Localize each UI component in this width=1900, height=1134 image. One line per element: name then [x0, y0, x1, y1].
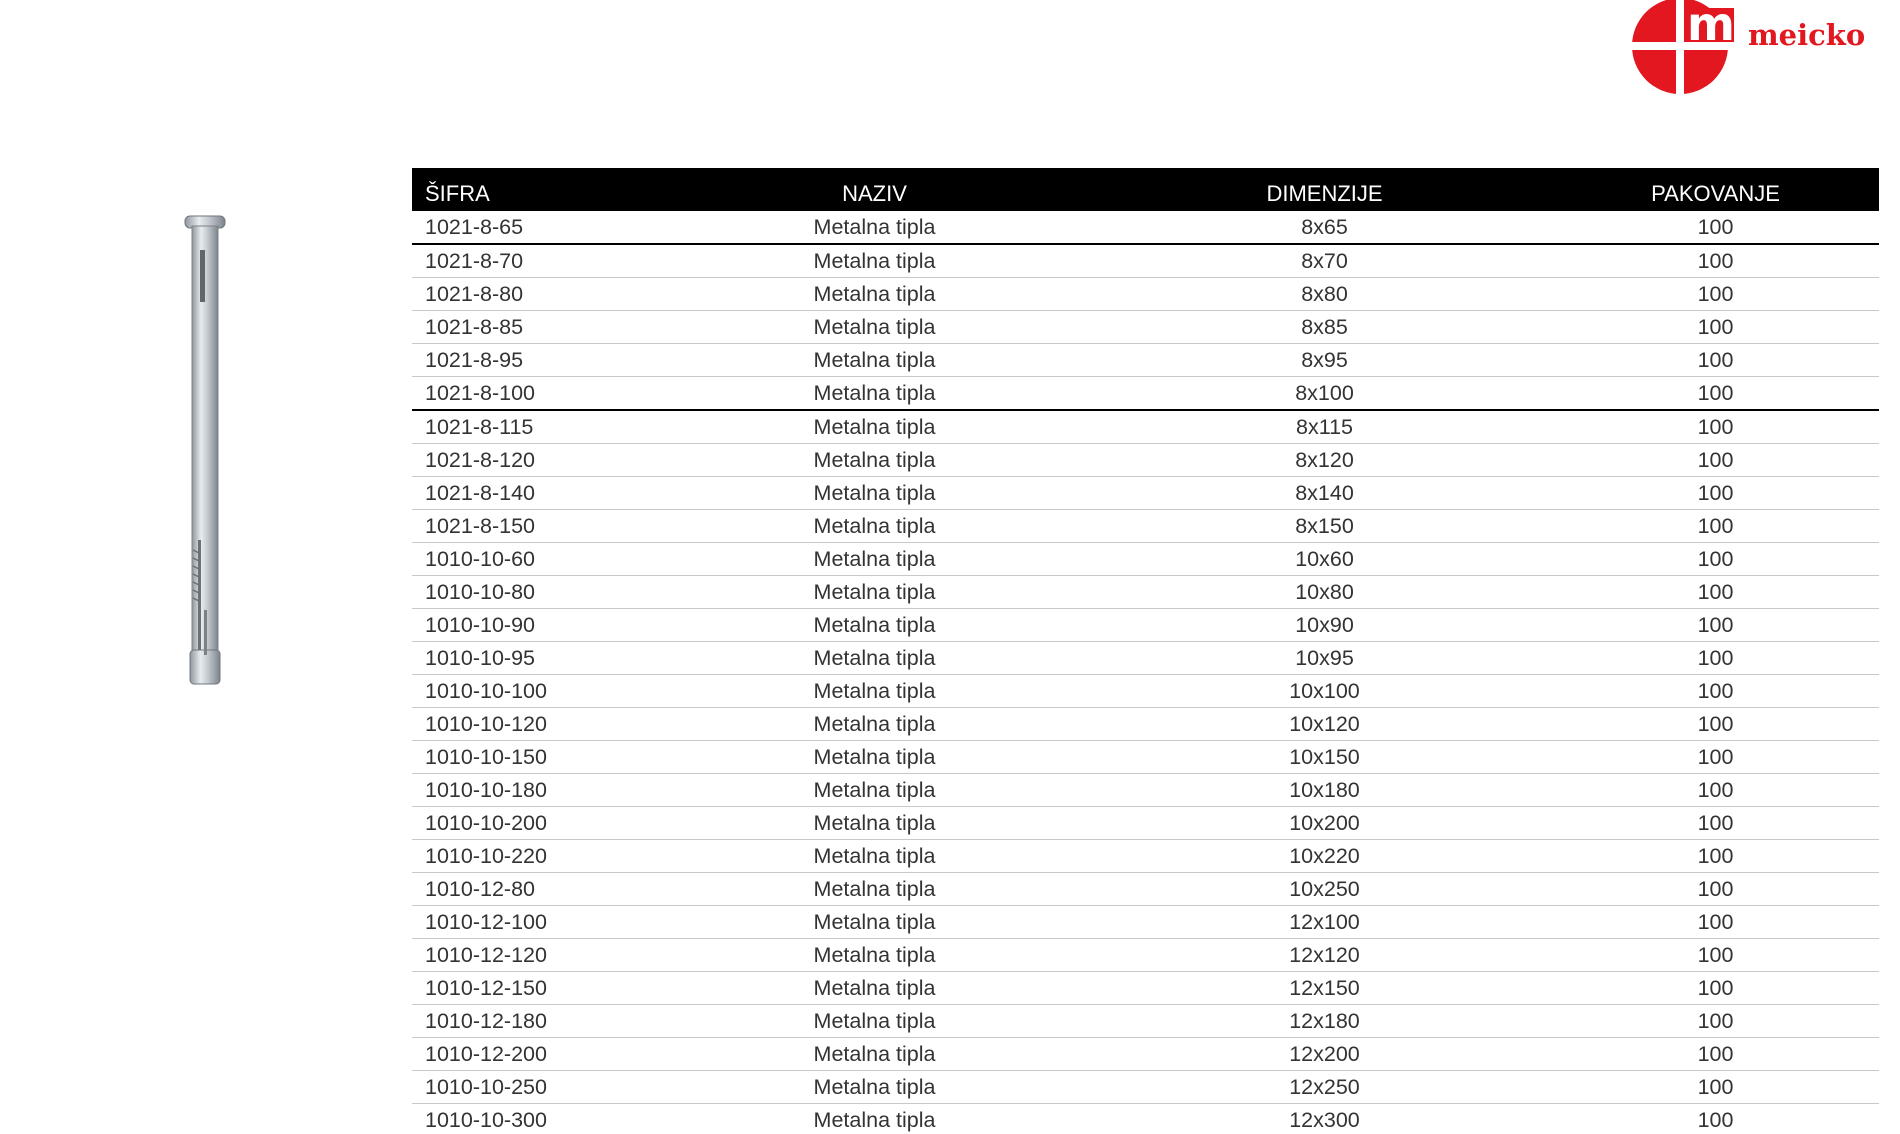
- cell-dimensions: 12x100: [1097, 906, 1552, 939]
- table-row: [412, 807, 1879, 840]
- cell-dimensions: 10x90: [1097, 609, 1552, 642]
- table-row: [412, 1104, 1879, 1134]
- cell-name: Metalna tipla: [652, 1104, 1097, 1134]
- cell-name: Metalna tipla: [652, 972, 1097, 1005]
- cell-packaging: 100: [1552, 477, 1879, 510]
- cell-name: Metalna tipla: [652, 675, 1097, 708]
- cell-code: 1021-8-140: [412, 477, 652, 510]
- cell-code: 1010-10-80: [412, 576, 652, 609]
- table-row: [412, 609, 1879, 642]
- cell-name: Metalna tipla: [652, 278, 1097, 311]
- table-header: [412, 168, 1879, 211]
- cell-name: Metalna tipla: [652, 840, 1097, 873]
- cell-name: Metalna tipla: [652, 609, 1097, 642]
- cell-name: Metalna tipla: [652, 807, 1097, 840]
- cell-packaging: 100: [1552, 576, 1879, 609]
- cell-name: Metalna tipla: [652, 410, 1097, 444]
- cell-dimensions: 10x120: [1097, 708, 1552, 741]
- header-name: NAZIV: [652, 168, 1097, 211]
- cell-code: 1010-10-60: [412, 543, 652, 576]
- table-row: [412, 344, 1879, 377]
- table-row: [412, 211, 1879, 244]
- cell-packaging: 100: [1552, 510, 1879, 543]
- logo-letter: m: [1687, 0, 1735, 51]
- metal-anchor-icon: [180, 210, 230, 690]
- cell-packaging: 100: [1552, 939, 1879, 972]
- cell-dimensions: 10x60: [1097, 543, 1552, 576]
- cell-name: Metalna tipla: [652, 444, 1097, 477]
- table-row: [412, 1038, 1879, 1071]
- cell-dimensions: 8x70: [1097, 244, 1552, 278]
- cell-name: Metalna tipla: [652, 244, 1097, 278]
- table-row: [412, 774, 1879, 807]
- cell-name: Metalna tipla: [652, 741, 1097, 774]
- cell-code: 1021-8-65: [412, 211, 652, 244]
- table-row: [412, 873, 1879, 906]
- table-row: [412, 1071, 1879, 1104]
- cell-name: Metalna tipla: [652, 642, 1097, 675]
- product-image: [180, 210, 230, 690]
- cell-packaging: 100: [1552, 840, 1879, 873]
- table-row: [412, 741, 1879, 774]
- cell-dimensions: 10x95: [1097, 642, 1552, 675]
- cell-code: 1021-8-120: [412, 444, 652, 477]
- cell-packaging: 100: [1552, 410, 1879, 444]
- table-body: [412, 211, 1879, 1134]
- cell-packaging: 100: [1552, 1005, 1879, 1038]
- cell-name: Metalna tipla: [652, 906, 1097, 939]
- table-row: [412, 311, 1879, 344]
- brand-logo: [1630, 0, 1870, 100]
- table-row: [412, 642, 1879, 675]
- cell-code: 1021-8-80: [412, 278, 652, 311]
- cell-code: 1010-12-180: [412, 1005, 652, 1038]
- table-row: [412, 906, 1879, 939]
- cell-name: Metalna tipla: [652, 708, 1097, 741]
- cell-dimensions: 10x220: [1097, 840, 1552, 873]
- cell-name: Metalna tipla: [652, 543, 1097, 576]
- cell-dimensions: 8x65: [1097, 211, 1552, 244]
- table-row: [412, 708, 1879, 741]
- cell-dimensions: 10x150: [1097, 741, 1552, 774]
- cell-code: 1010-12-120: [412, 939, 652, 972]
- table-row: [412, 543, 1879, 576]
- cell-dimensions: 8x140: [1097, 477, 1552, 510]
- cell-packaging: 100: [1552, 708, 1879, 741]
- cell-name: Metalna tipla: [652, 510, 1097, 543]
- brand-name: meicko: [1748, 18, 1866, 52]
- cell-code: 1021-8-70: [412, 244, 652, 278]
- cell-code: 1010-12-200: [412, 1038, 652, 1071]
- cell-name: Metalna tipla: [652, 1005, 1097, 1038]
- cell-dimensions: 8x150: [1097, 510, 1552, 543]
- cell-code: 1021-8-95: [412, 344, 652, 377]
- cell-packaging: 100: [1552, 244, 1879, 278]
- cell-packaging: 100: [1552, 873, 1879, 906]
- cell-packaging: 100: [1552, 278, 1879, 311]
- cell-dimensions: 10x250: [1097, 873, 1552, 906]
- cell-dimensions: 8x120: [1097, 444, 1552, 477]
- cell-code: 1010-10-250: [412, 1071, 652, 1104]
- table-row: [412, 278, 1879, 311]
- cell-code: 1010-10-90: [412, 609, 652, 642]
- cell-dimensions: 10x180: [1097, 774, 1552, 807]
- table-row: [412, 972, 1879, 1005]
- cell-name: Metalna tipla: [652, 344, 1097, 377]
- cell-dimensions: 8x85: [1097, 311, 1552, 344]
- cell-dimensions: 12x120: [1097, 939, 1552, 972]
- table-row: [412, 576, 1879, 609]
- cell-dimensions: 8x95: [1097, 344, 1552, 377]
- cell-packaging: 100: [1552, 1038, 1879, 1071]
- cell-code: 1010-10-100: [412, 675, 652, 708]
- cell-code: 1021-8-100: [412, 377, 652, 411]
- cell-dimensions: 10x200: [1097, 807, 1552, 840]
- cell-code: 1021-8-115: [412, 410, 652, 444]
- cell-packaging: 100: [1552, 906, 1879, 939]
- cell-dimensions: 8x100: [1097, 377, 1552, 411]
- header-dimensions: DIMENZIJE: [1097, 168, 1552, 211]
- cell-packaging: 100: [1552, 807, 1879, 840]
- cell-name: Metalna tipla: [652, 377, 1097, 411]
- cell-dimensions: 12x250: [1097, 1071, 1552, 1104]
- table-row: [412, 939, 1879, 972]
- cell-packaging: 100: [1552, 774, 1879, 807]
- cell-dimensions: 8x115: [1097, 410, 1552, 444]
- cell-packaging: 100: [1552, 543, 1879, 576]
- cell-packaging: 100: [1552, 972, 1879, 1005]
- table-row: [412, 675, 1879, 708]
- cell-code: 1010-12-80: [412, 873, 652, 906]
- cell-dimensions: 12x150: [1097, 972, 1552, 1005]
- cell-name: Metalna tipla: [652, 477, 1097, 510]
- cell-packaging: 100: [1552, 211, 1879, 244]
- cell-name: Metalna tipla: [652, 774, 1097, 807]
- table-row: [412, 840, 1879, 873]
- cell-packaging: 100: [1552, 311, 1879, 344]
- table-row: [412, 477, 1879, 510]
- table-row: [412, 510, 1879, 543]
- cell-code: 1010-10-150: [412, 741, 652, 774]
- cell-packaging: 100: [1552, 444, 1879, 477]
- cell-dimensions: 10x100: [1097, 675, 1552, 708]
- cell-packaging: 100: [1552, 741, 1879, 774]
- cell-dimensions: 10x80: [1097, 576, 1552, 609]
- cell-packaging: 100: [1552, 1071, 1879, 1104]
- cell-code: 1021-8-150: [412, 510, 652, 543]
- cell-name: Metalna tipla: [652, 939, 1097, 972]
- cell-packaging: 100: [1552, 642, 1879, 675]
- product-table: [412, 168, 1879, 1134]
- cell-dimensions: 12x300: [1097, 1104, 1552, 1134]
- cell-name: Metalna tipla: [652, 1038, 1097, 1071]
- cell-code: 1010-10-120: [412, 708, 652, 741]
- cell-packaging: 100: [1552, 609, 1879, 642]
- table-row: [412, 377, 1879, 411]
- cell-name: Metalna tipla: [652, 211, 1097, 244]
- cell-dimensions: 12x200: [1097, 1038, 1552, 1071]
- cell-name: Metalna tipla: [652, 1071, 1097, 1104]
- cell-dimensions: 12x180: [1097, 1005, 1552, 1038]
- table-row: [412, 410, 1879, 444]
- header-packaging: PAKOVANJE: [1552, 168, 1879, 211]
- cell-name: Metalna tipla: [652, 576, 1097, 609]
- cell-code: 1010-10-300: [412, 1104, 652, 1134]
- cell-packaging: 100: [1552, 1104, 1879, 1134]
- header-code: ŠIFRA: [412, 168, 652, 211]
- cell-code: 1010-12-150: [412, 972, 652, 1005]
- cell-code: 1010-10-200: [412, 807, 652, 840]
- cell-name: Metalna tipla: [652, 311, 1097, 344]
- cell-dimensions: 8x80: [1097, 278, 1552, 311]
- cell-code: 1010-10-95: [412, 642, 652, 675]
- cell-code: 1021-8-85: [412, 311, 652, 344]
- meicko-logo-icon: [1630, 0, 1750, 100]
- cell-code: 1010-10-220: [412, 840, 652, 873]
- table-row: [412, 1005, 1879, 1038]
- table-row: [412, 244, 1879, 278]
- cell-code: 1010-12-100: [412, 906, 652, 939]
- cell-code: 1010-10-180: [412, 774, 652, 807]
- table-row: [412, 444, 1879, 477]
- cell-packaging: 100: [1552, 675, 1879, 708]
- cell-name: Metalna tipla: [652, 873, 1097, 906]
- cell-packaging: 100: [1552, 377, 1879, 411]
- cell-packaging: 100: [1552, 344, 1879, 377]
